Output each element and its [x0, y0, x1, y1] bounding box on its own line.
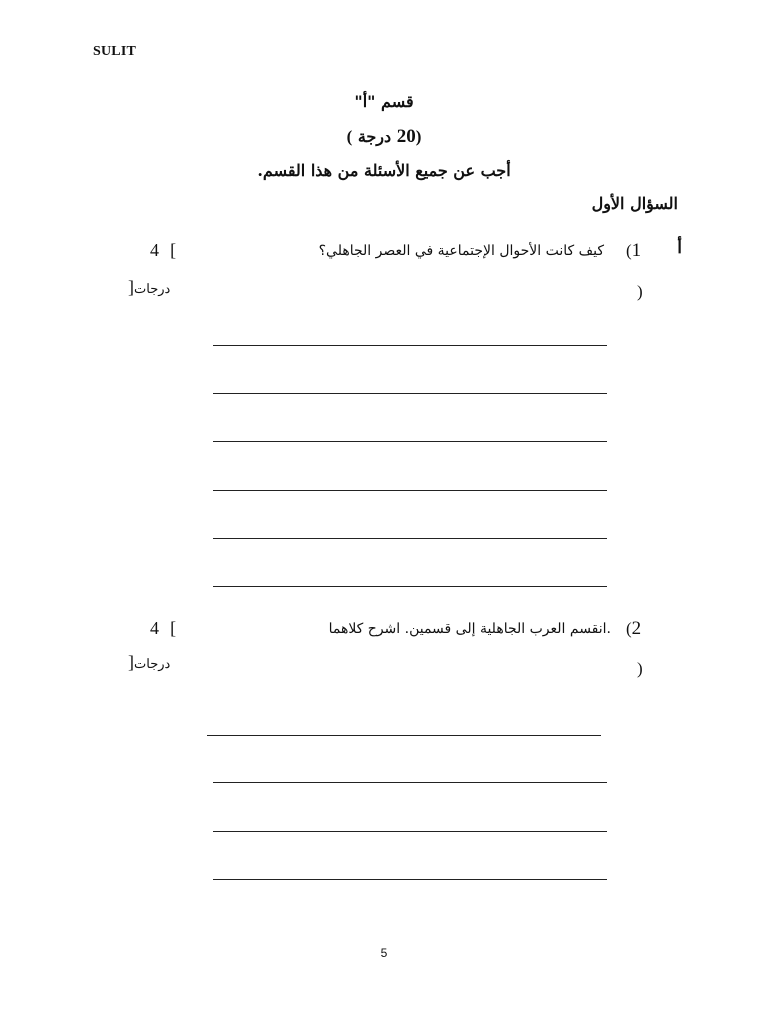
question-2-text: .انقسم العرب الجاهلية إلى قسمين. اشرح كلاهما — [328, 621, 611, 637]
section-instruction: أجب عن جميع الأسئلة من هذا القسم. — [257, 161, 511, 180]
section-marks-number: 20 — [396, 126, 416, 147]
close-paren: ) — [346, 127, 353, 146]
question-2-number-value: 2 — [631, 618, 642, 639]
question-1-marks-unit — [128, 277, 170, 298]
answer-line[interactable] — [213, 441, 607, 442]
question-title: السؤال الأول — [591, 194, 678, 213]
answer-line[interactable] — [213, 538, 607, 539]
question-1-number — [626, 240, 641, 262]
question-2-marks — [150, 618, 176, 639]
answer-line[interactable] — [213, 782, 607, 783]
question-1-marks-bracket-close: ] — [128, 277, 134, 297]
answer-line[interactable] — [213, 879, 607, 880]
question-1-marks-value: 4 — [150, 240, 159, 260]
answer-line[interactable] — [213, 345, 607, 346]
question-2-marks-bracket-open: [ — [170, 618, 177, 638]
answer-line[interactable] — [213, 586, 607, 587]
answer-line[interactable] — [213, 831, 607, 832]
question-2-closing-paren: ) — [637, 659, 643, 678]
question-1-paren: ( — [626, 241, 632, 260]
section-marks — [0, 126, 768, 148]
page-number: 5 — [380, 946, 388, 960]
classification-label: SULIT — [93, 44, 137, 59]
question-1-number-value: 1 — [631, 240, 642, 261]
answer-line[interactable] — [207, 735, 601, 736]
question-2-marks-value: 4 — [150, 618, 159, 638]
question-2-marks-unit — [128, 652, 170, 673]
open-paren: ( — [415, 127, 422, 146]
question-1-marks — [150, 240, 176, 261]
question-2-paren: ( — [626, 619, 632, 638]
question-2-marks-bracket-close: ] — [128, 652, 134, 672]
question-2-marks-word: درجات — [134, 657, 171, 672]
section-marks-word: درجة — [357, 127, 392, 146]
answer-line[interactable] — [213, 393, 607, 394]
question-1-closing-paren: ) — [637, 282, 643, 301]
question-1-marks-word: درجات — [134, 282, 171, 297]
question-2-number — [626, 618, 641, 640]
answer-line[interactable] — [213, 490, 607, 491]
part-label: أ — [677, 238, 682, 258]
question-1-marks-bracket-open: [ — [170, 240, 177, 260]
section-title: قسم "أ" — [354, 92, 414, 111]
question-1-text: كيف كانت الأحوال الإجتماعية في العصر الجاهلي؟ — [318, 243, 604, 259]
